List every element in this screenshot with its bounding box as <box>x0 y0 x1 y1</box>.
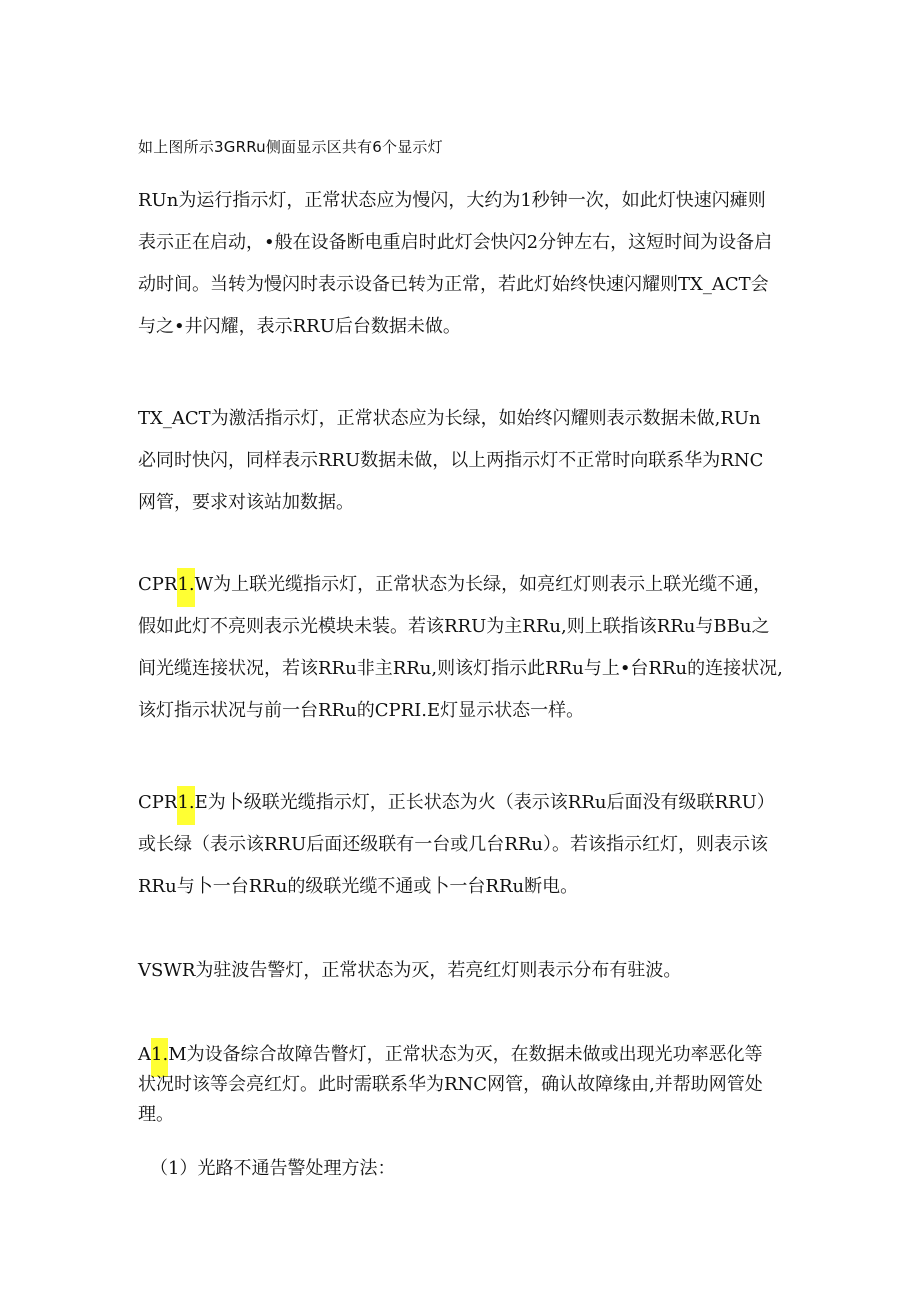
text-line: 网管，要求对该站加数据。 <box>138 492 354 513</box>
section-subheading: （1）光路不通告警处理方法： <box>150 1158 396 1179</box>
text-line: 表示正在启动，•般在设备断电重启时此灯会快闪2分钟左右，这短时间为设备启 <box>138 232 773 253</box>
text-line: TX_ACT为激活指示灯，正常状态应为长绿，如始终闪耀则表示数据未做,RUn <box>138 408 761 429</box>
paragraph-cpri-e-indicator <box>138 782 788 908</box>
text-line: 动时间。当转为慢闪时表示设备已转为正常，若此灯始终快速闪耀则TX_ACT会 <box>138 274 769 295</box>
text-prefix: A <box>138 1044 151 1065</box>
text-rest: E为卜级联光缆指示灯，正长状态为火（表示该RRu后面没有级联RRU） <box>194 792 775 813</box>
text-prefix: CPR <box>138 574 178 595</box>
text-line: 或长绿（表示该RRU后面还级联有一台或几台RRu）。若该指示红灯，则表示该 <box>138 834 768 855</box>
text-rest: M为设备综合故障告瞥灯，正常状态为灭，在数据未做或出现光功率恶化等 <box>168 1044 763 1065</box>
text-line: 该灯指示状况与前一台RRu的CPRI.E灯显示状态一样。 <box>138 700 585 721</box>
text-rest: W为上联光缆指示灯，正常状态为长绿，如亮红灯则表示上联光缆不通， <box>194 574 772 595</box>
figure-caption: 如上图所示3GRRu侧面显示区共有6个显示灯 <box>138 138 443 156</box>
text-line <box>138 564 788 606</box>
highlighted-text: 1. <box>177 568 194 607</box>
text-line <box>138 1040 788 1070</box>
text-line: 与之•井闪耀，表示RRU后台数据未做。 <box>138 316 461 337</box>
paragraph-txact-indicator <box>138 398 788 524</box>
text-line: RRu与卜一台RRu的级联光缆不通或卜一台RRu断电。 <box>138 876 579 897</box>
paragraph-alm-indicator <box>138 1040 788 1130</box>
paragraph-vswr-indicator <box>138 950 788 992</box>
text-prefix: CPR <box>138 792 178 813</box>
text-line: VSWR为驻波告警灯，正常状态为灭，若亮红灯则表示分布有驻波。 <box>138 960 682 981</box>
text-line: RUn为运行指示灯，正常状态应为慢闪，大约为1秒钟一次，如此灯快速闪瘫则 <box>138 190 766 211</box>
highlighted-text: 1. <box>151 1038 168 1077</box>
highlighted-text: 1. <box>177 786 194 825</box>
text-line: 假如此灯不亮则表示光模块未装。若该RRU为主RRu,则上联指该RRu与BBu之 <box>138 616 770 637</box>
text-line: 间光缆连接状况，若该RRu非主RRu,则该灯指示此RRu与上•台RRu的连接状况, <box>138 658 783 679</box>
paragraph-run-indicator <box>138 180 788 348</box>
text-line <box>138 782 788 824</box>
paragraph-cpri-w-indicator <box>138 564 788 732</box>
text-line: 理。 <box>138 1104 174 1125</box>
text-line: 必同时快闪，同样表示RRU数据未做，以上两指示灯不正常时向联系华为RNC <box>138 450 764 471</box>
text-line: 状况时该等会亮红灯。此时需联系华为RNC网管，确认故障缘由,并帮助网管处 <box>138 1074 763 1095</box>
